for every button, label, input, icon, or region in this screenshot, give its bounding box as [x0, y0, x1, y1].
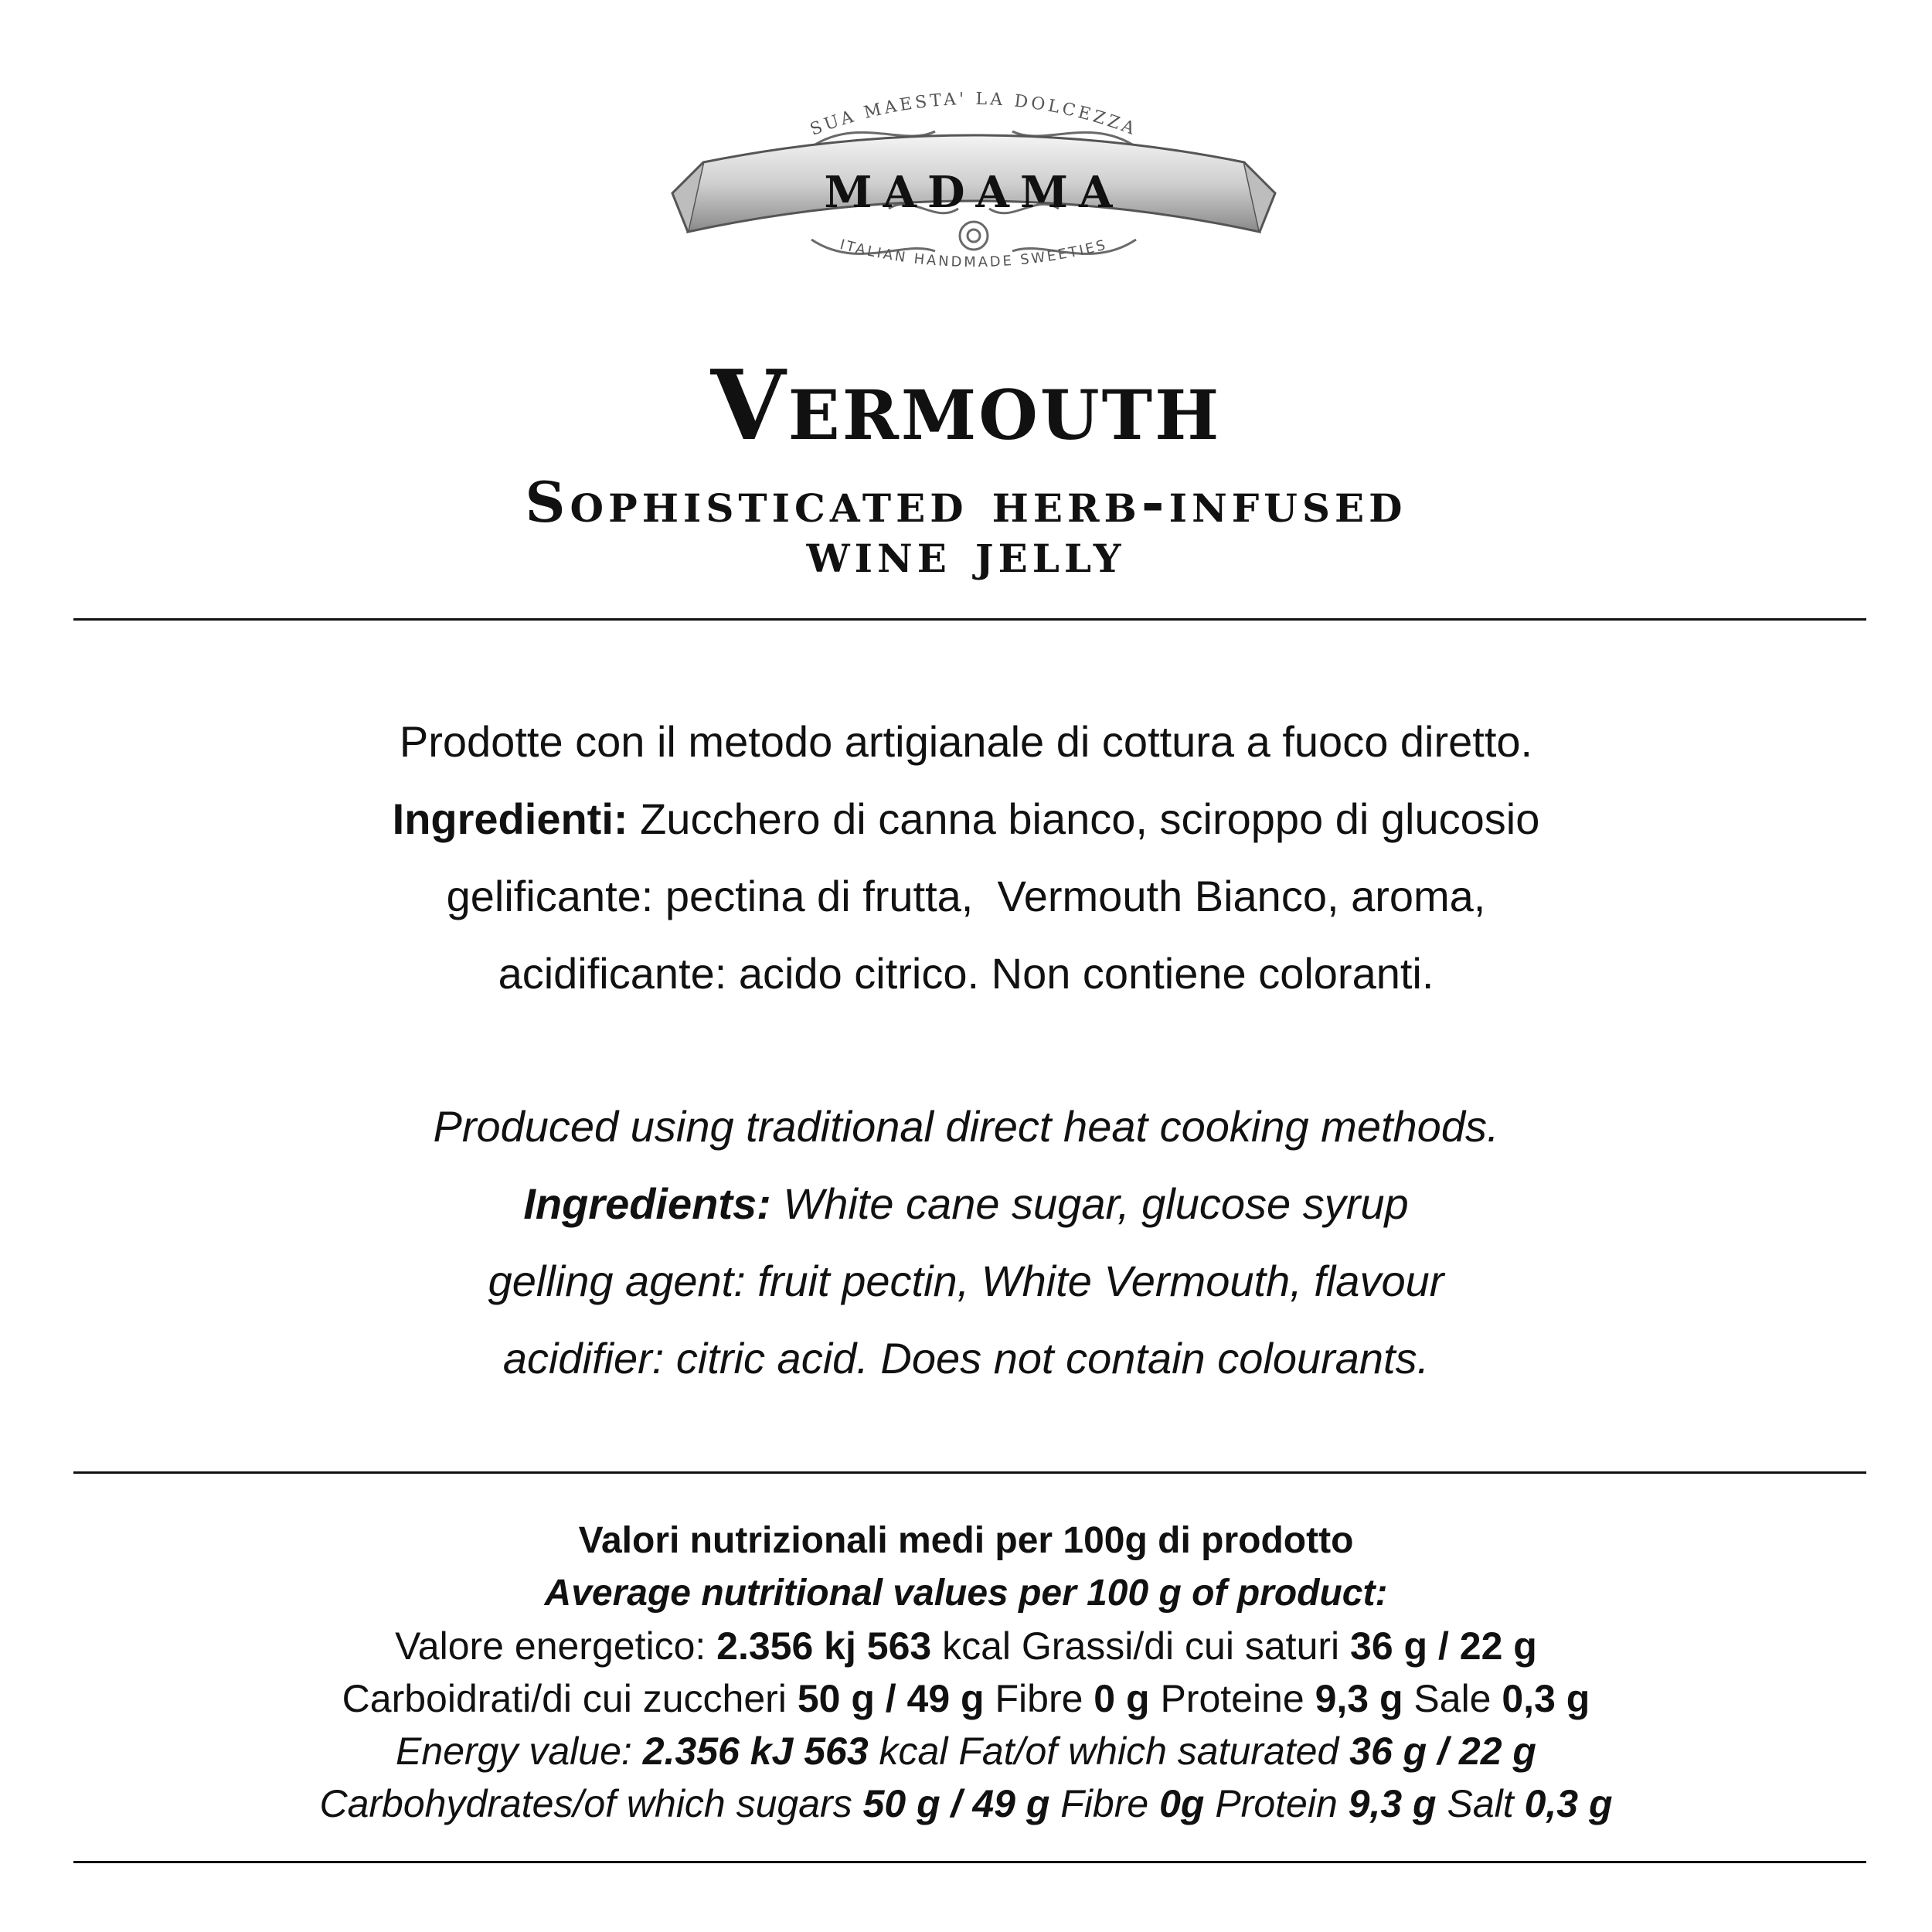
nutrition-heading-it: Valori nutrizionali medi per 100g di prodotto — [578, 1520, 1354, 1561]
english-ingredients-label: Ingredients: — [523, 1179, 771, 1228]
italian-description — [0, 703, 1932, 1012]
logo-brand: MADAMA — [824, 167, 1124, 218]
en-salt-label: Salt — [1436, 1782, 1525, 1825]
it-energy-value: 2.356 kj 563 — [716, 1624, 932, 1668]
english-line-4: acidifier: citric acid. Does not contain colourants. — [502, 1334, 1430, 1383]
it-carb-label: Carboidrati/di cui zuccheri — [342, 1677, 798, 1720]
it-protein-label: Proteine — [1149, 1677, 1315, 1720]
en-energy-value: 2.356 kJ 563 — [642, 1730, 869, 1773]
italian-line-1: Prodotte con il metodo artigianale di cottura a fuoco diretto. — [399, 717, 1533, 766]
it-carb-value: 50 g / 49 g — [797, 1677, 985, 1720]
en-fibre-value: 0g — [1159, 1782, 1205, 1825]
it-salt-label: Sale — [1403, 1677, 1502, 1720]
en-energy-label: Energy value: — [396, 1730, 643, 1773]
en-carb-value: 50 g / 49 g — [862, 1782, 1050, 1825]
logo-bottom-text: ITALIAN HANDMADE SWEETIES — [838, 236, 1110, 271]
nutrition-it-line-2 — [0, 1672, 1932, 1725]
divider-bottom — [73, 1861, 1866, 1863]
italian-line-3: gelificante: pectina di frutta, Vermouth Bianco, aroma, — [446, 872, 1486, 920]
english-line-2 — [0, 1165, 1932, 1243]
italian-line-4: acidificante: acido citrico. Non contiene coloranti. — [498, 949, 1434, 998]
madama-logo — [657, 54, 1291, 286]
nutrition-heading-en: Average nutritional values per 100 g of product: — [544, 1573, 1388, 1614]
italian-ingredients-label: Ingredienti: — [392, 794, 628, 843]
it-fibre-label: Fibre — [984, 1677, 1094, 1720]
logo-top-text: SUA MAESTA' LA DOLCEZZA — [807, 89, 1141, 140]
en-protein-value: 9,3 g — [1348, 1782, 1437, 1825]
nutrition-section — [0, 1515, 1932, 1830]
it-salt-value: 0,3 g — [1502, 1677, 1590, 1720]
it-fat-value: 36 g / 22 g — [1350, 1624, 1537, 1668]
it-protein-value: 9,3 g — [1315, 1677, 1403, 1720]
en-salt-value: 0,3 g — [1524, 1782, 1613, 1825]
english-line-1: Produced using traditional direct heat cooking methods. — [433, 1102, 1499, 1151]
italian-line-2-text: Zucchero di canna bianco, sciroppo di glucosio — [628, 794, 1540, 843]
divider-top — [73, 618, 1866, 621]
en-fibre-label: Fibre — [1049, 1782, 1160, 1825]
english-line-2-text: White cane sugar, glucose syrup — [770, 1179, 1409, 1228]
it-energy-label: Valore energetico: — [395, 1624, 717, 1668]
nutrition-en-line-1 — [0, 1725, 1932, 1777]
product-subtitle-line2: wine jelly — [806, 519, 1126, 585]
it-fibre-value: 0 g — [1094, 1677, 1150, 1720]
en-fat-label: kcal Fat/of which saturated — [868, 1730, 1350, 1773]
italian-line-2 — [0, 781, 1932, 858]
english-description — [0, 1088, 1932, 1397]
divider-middle — [73, 1471, 1866, 1474]
it-fat-label: kcal Grassi/di cui saturi — [931, 1624, 1351, 1668]
product-title: Vermouth — [710, 349, 1222, 462]
nutrition-it-line-1 — [0, 1620, 1932, 1672]
en-fat-value: 36 g / 22 g — [1349, 1730, 1536, 1773]
en-carb-label: Carbohydrates/of which sugars — [319, 1782, 863, 1825]
en-protein-label: Protein — [1204, 1782, 1349, 1825]
nutrition-en-line-2 — [0, 1777, 1932, 1830]
english-line-3: gelling agent: fruit pectin, White Vermouth, flavour — [488, 1257, 1444, 1305]
product-subtitle-line1: Sophisticated herb-infused — [525, 469, 1407, 535]
